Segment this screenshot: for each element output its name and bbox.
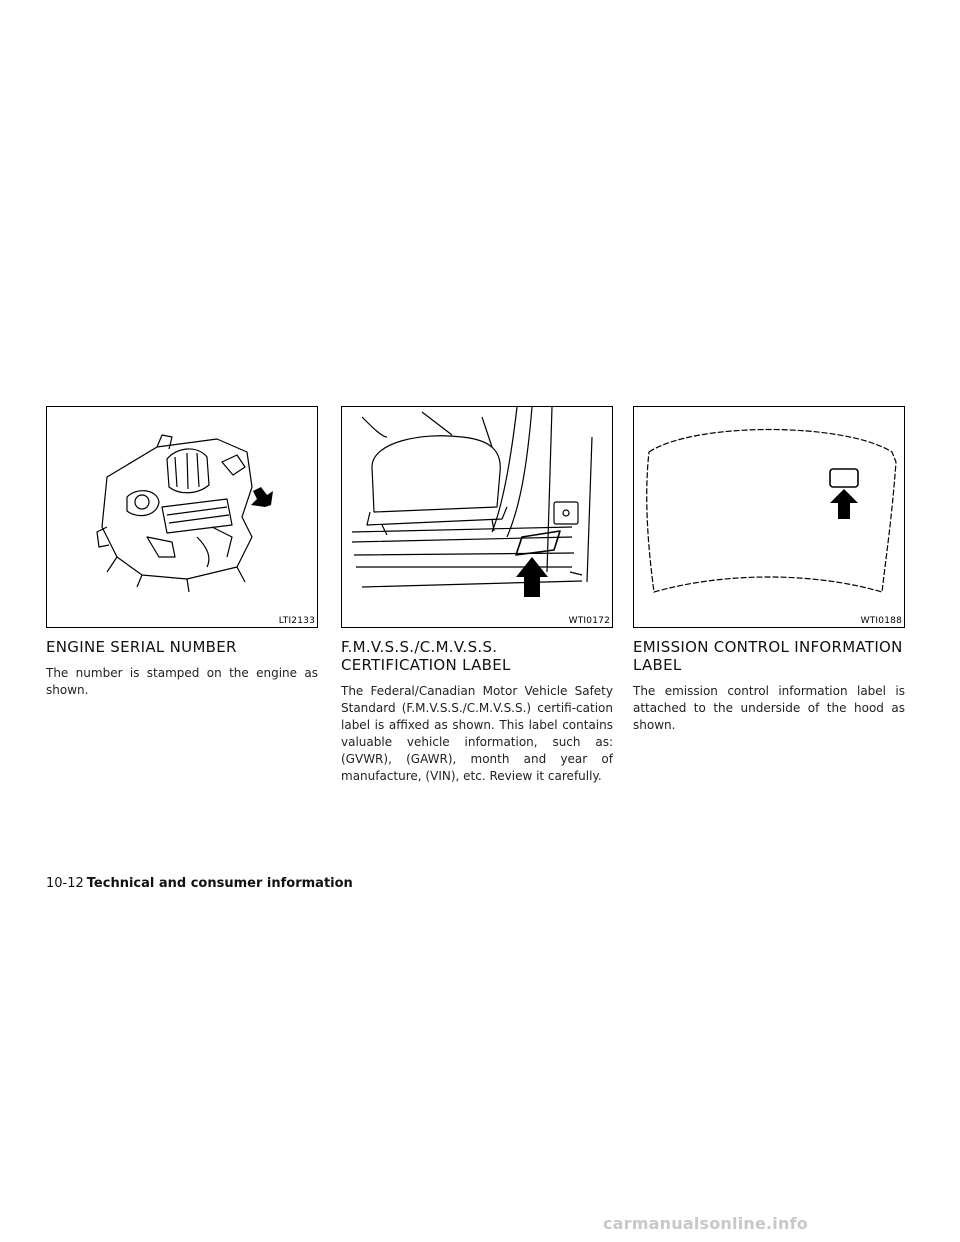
section-body: The number is stamped on the engine as shown.	[46, 666, 318, 697]
arrow-icon	[830, 489, 858, 519]
figure-code: WTI0188	[860, 616, 902, 626]
section-heading: EMISSION CONTROL INFORMATION LABEL	[633, 638, 903, 674]
page-number: 10-12	[46, 876, 84, 891]
figure-code: LTI2133	[278, 616, 315, 626]
hood-figure	[633, 406, 905, 628]
section-certification-label	[341, 406, 613, 785]
watermark: carmanualsonline.info	[603, 1214, 808, 1233]
hood-illustration	[634, 407, 904, 627]
chapter-title: Technical and consumer information	[86, 876, 353, 891]
section-heading: F.M.V.S.S./C.M.V.S.S. CERTIFICATION LABEL	[341, 638, 511, 674]
section-body: The Federal/Canadian Motor Vehicle Safety Standard (F.M.V.S.S./C.M.V.S.S.) certifi-cation label is affixed as shown. This label contains valuable vehicle information, such as: (GVWR), (GAWR), month and year of manufacture, (VIN), etc. Review it carefully.	[341, 684, 613, 783]
section-body: The emission control information label is attached to the underside of the hood as shown.	[633, 684, 905, 732]
page-footer	[46, 876, 353, 891]
engine-illustration	[47, 407, 317, 627]
arrow-icon	[251, 487, 273, 507]
arrow-icon	[516, 557, 548, 597]
figure-code: WTI0172	[568, 616, 610, 626]
section-emission-label	[633, 406, 905, 734]
door-sill-illustration	[342, 407, 612, 627]
engine-figure	[46, 406, 318, 628]
section-heading: ENGINE SERIAL NUMBER	[46, 638, 237, 656]
section-engine-serial	[46, 406, 318, 699]
label-marker	[830, 469, 858, 487]
door-sill-figure	[341, 406, 613, 628]
